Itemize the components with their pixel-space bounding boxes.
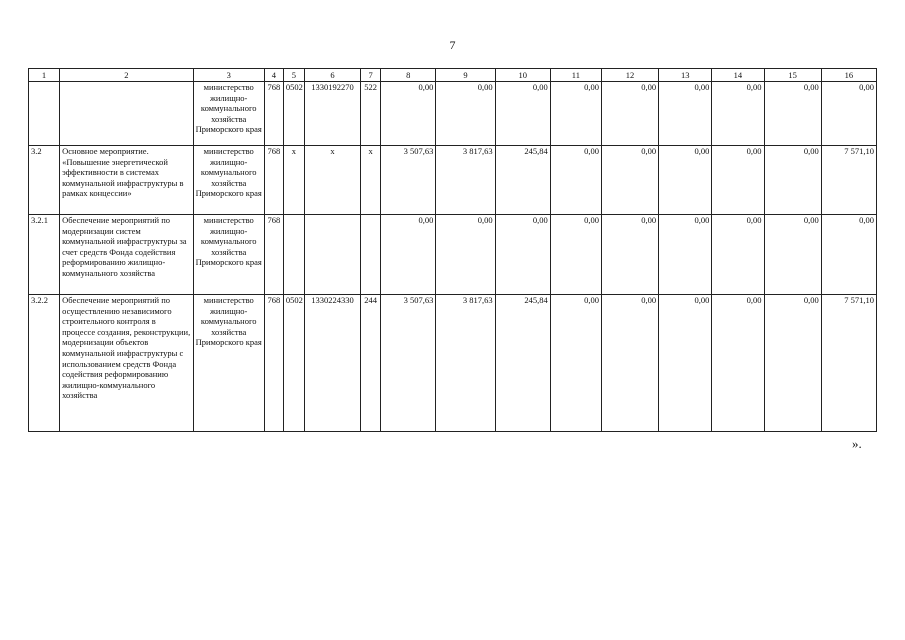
column-header: 10 bbox=[495, 69, 550, 82]
column-header: 7 bbox=[361, 69, 381, 82]
grbs-code: 768 bbox=[264, 215, 283, 295]
column-header: 3 bbox=[193, 69, 264, 82]
value-cell: 0,00 bbox=[712, 215, 764, 295]
value-cell: 0,00 bbox=[764, 146, 821, 215]
expense-type-code: 522 bbox=[361, 82, 381, 146]
value-cell: 0,00 bbox=[601, 215, 658, 295]
value-cell: 0,00 bbox=[550, 295, 601, 432]
value-cell: 3 817,63 bbox=[436, 146, 495, 215]
table-row bbox=[29, 82, 877, 146]
section-code: 0502 bbox=[283, 82, 304, 146]
section-code bbox=[283, 215, 304, 295]
value-cell: 0,00 bbox=[381, 215, 436, 295]
executor: министерство жилищно-коммунального хозяйства Приморского края bbox=[193, 215, 264, 295]
column-header: 14 bbox=[712, 69, 764, 82]
expense-type-code: 244 bbox=[361, 295, 381, 432]
column-header: 8 bbox=[381, 69, 436, 82]
executor: министерство жилищно-коммунального хозяйства Приморского края bbox=[193, 82, 264, 146]
table-row bbox=[29, 146, 877, 215]
row-number: 3.2.2 bbox=[29, 295, 60, 432]
grbs-code: 768 bbox=[264, 295, 283, 432]
target-article-code: 1330224330 bbox=[304, 295, 360, 432]
activity-name bbox=[60, 82, 193, 146]
executor: министерство жилищно-коммунального хозяйства Приморского края bbox=[193, 146, 264, 215]
grbs-code: 768 bbox=[264, 82, 283, 146]
total-cell: 0,00 bbox=[821, 82, 876, 146]
column-header: 13 bbox=[659, 69, 712, 82]
executor: министерство жилищно-коммунального хозяйства Приморского края bbox=[193, 295, 264, 432]
total-cell: 0,00 bbox=[821, 215, 876, 295]
expense-type-code bbox=[361, 215, 381, 295]
value-cell: 3 507,63 bbox=[381, 146, 436, 215]
target-article-code: х bbox=[304, 146, 360, 215]
value-cell: 245,84 bbox=[495, 146, 550, 215]
column-header: 4 bbox=[264, 69, 283, 82]
total-cell: 7 571,10 bbox=[821, 295, 876, 432]
value-cell: 3 817,63 bbox=[436, 295, 495, 432]
value-cell: 0,00 bbox=[764, 82, 821, 146]
value-cell: 0,00 bbox=[550, 146, 601, 215]
grbs-code: 768 bbox=[264, 146, 283, 215]
value-cell: 0,00 bbox=[436, 215, 495, 295]
column-header: 16 bbox=[821, 69, 876, 82]
column-header: 2 bbox=[60, 69, 193, 82]
total-cell: 7 571,10 bbox=[821, 146, 876, 215]
activity-name: Основное мероприятие. «Повышение энергетической эффективности в системах коммунальной инфраструктуры в рамках концессии» bbox=[60, 146, 193, 215]
program-table bbox=[28, 68, 877, 432]
value-cell: 0,00 bbox=[712, 146, 764, 215]
closing-quote-mark: ». bbox=[852, 436, 862, 451]
value-cell: 0,00 bbox=[550, 82, 601, 146]
table-row bbox=[29, 215, 877, 295]
activity-name: Обеспечение мероприятий по модернизации систем коммунальной инфраструктуры за счет средств Фонда содействия реформированию жилищно-коммунального хозяйства bbox=[60, 215, 193, 295]
column-header: 6 bbox=[304, 69, 360, 82]
section-code: 0502 bbox=[283, 295, 304, 432]
value-cell: 0,00 bbox=[601, 82, 658, 146]
expense-type-code: х bbox=[361, 146, 381, 215]
value-cell: 3 507,63 bbox=[381, 295, 436, 432]
column-header: 11 bbox=[550, 69, 601, 82]
value-cell: 0,00 bbox=[495, 215, 550, 295]
value-cell: 0,00 bbox=[659, 215, 712, 295]
target-article-code: 1330192270 bbox=[304, 82, 360, 146]
table-row bbox=[29, 295, 877, 432]
value-cell: 0,00 bbox=[712, 82, 764, 146]
row-number: 3.2.1 bbox=[29, 215, 60, 295]
value-cell: 0,00 bbox=[495, 82, 550, 146]
value-cell: 0,00 bbox=[659, 146, 712, 215]
value-cell: 0,00 bbox=[764, 295, 821, 432]
column-header: 15 bbox=[764, 69, 821, 82]
value-cell: 0,00 bbox=[550, 215, 601, 295]
column-header: 12 bbox=[601, 69, 658, 82]
value-cell: 245,84 bbox=[495, 295, 550, 432]
target-article-code bbox=[304, 215, 360, 295]
column-header: 9 bbox=[436, 69, 495, 82]
value-cell: 0,00 bbox=[764, 215, 821, 295]
row-number bbox=[29, 82, 60, 146]
column-header: 1 bbox=[29, 69, 60, 82]
value-cell: 0,00 bbox=[381, 82, 436, 146]
value-cell: 0,00 bbox=[712, 295, 764, 432]
section-code: х bbox=[283, 146, 304, 215]
value-cell: 0,00 bbox=[659, 82, 712, 146]
value-cell: 0,00 bbox=[436, 82, 495, 146]
value-cell: 0,00 bbox=[659, 295, 712, 432]
page-number: 7 bbox=[449, 38, 456, 52]
header-row bbox=[29, 69, 877, 82]
row-number: 3.2 bbox=[29, 146, 60, 215]
column-header: 5 bbox=[283, 69, 304, 82]
value-cell: 0,00 bbox=[601, 295, 658, 432]
value-cell: 0,00 bbox=[601, 146, 658, 215]
activity-name: Обеспечение мероприятий по осуществлению независимого строительного контроля в процессе создания, реконструкции, модернизации объектов коммунальной инфраструктуры с использованием средств Фонда содействия реформированию жилищно-коммунального хозяйства bbox=[60, 295, 193, 432]
